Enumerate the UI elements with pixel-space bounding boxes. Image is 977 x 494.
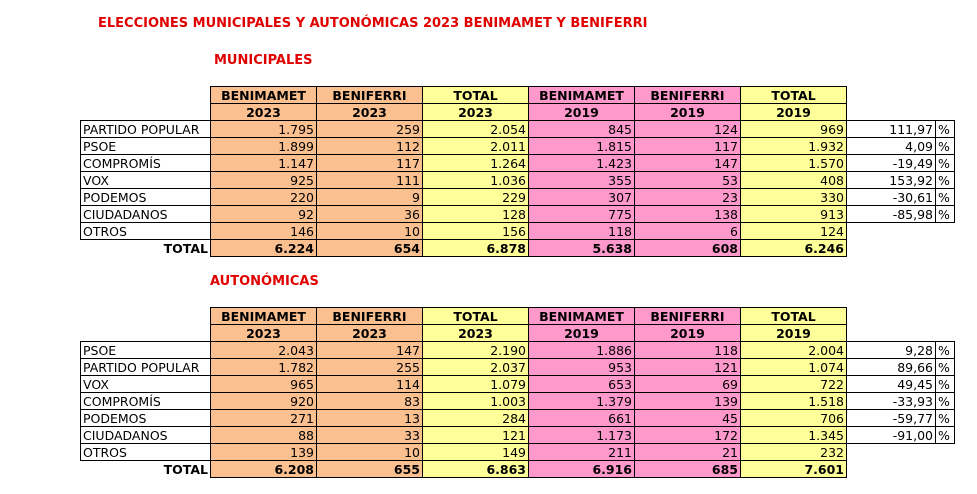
blank-cell: [936, 308, 955, 325]
percent-change: 89,66: [847, 359, 936, 376]
blank-cell: [936, 325, 955, 342]
column-header-year: 2019: [635, 325, 741, 342]
table-row: [81, 342, 955, 359]
vote-count: 147: [317, 342, 423, 359]
column-header-year: 2023: [211, 325, 317, 342]
percent-sign: %: [936, 342, 955, 359]
column-header-year: 2019: [635, 104, 741, 121]
blank-cell: [936, 444, 955, 461]
table-row: [81, 155, 955, 172]
vote-count: 2.037: [423, 359, 529, 376]
vote-count: 117: [317, 155, 423, 172]
vote-count: 121: [635, 359, 741, 376]
total-value: 5.638: [529, 240, 635, 257]
column-header-name: TOTAL: [423, 308, 529, 325]
vote-count: 706: [741, 410, 847, 427]
percent-sign: %: [936, 138, 955, 155]
vote-count: 1.423: [529, 155, 635, 172]
vote-count: 1.815: [529, 138, 635, 155]
blank-cell: [81, 308, 211, 325]
column-header-year: 2019: [741, 104, 847, 121]
percent-change: -85,98: [847, 206, 936, 223]
blank-cell: [81, 104, 211, 121]
vote-count: 147: [635, 155, 741, 172]
vote-count: 23: [635, 189, 741, 206]
vote-count: 146: [211, 223, 317, 240]
column-header-name: BENIFERRI: [635, 308, 741, 325]
vote-count: 965: [211, 376, 317, 393]
party-name: CIUDADANOS: [81, 206, 211, 223]
party-name: PODEMOS: [81, 410, 211, 427]
percent-change: -91,00: [847, 427, 936, 444]
header-row-years: [81, 325, 955, 342]
vote-count: 255: [317, 359, 423, 376]
vote-count: 1.074: [741, 359, 847, 376]
column-header-year: 2019: [741, 325, 847, 342]
party-name: OTROS: [81, 223, 211, 240]
vote-count: 1.036: [423, 172, 529, 189]
vote-count: 149: [423, 444, 529, 461]
vote-count: 220: [211, 189, 317, 206]
vote-count: 1.345: [741, 427, 847, 444]
vote-count: 259: [317, 121, 423, 138]
vote-count: 211: [529, 444, 635, 461]
vote-count: 128: [423, 206, 529, 223]
percent-change: 49,45: [847, 376, 936, 393]
column-header-name: BENIMAMET: [529, 87, 635, 104]
total-value: 7.601: [741, 461, 847, 478]
vote-count: 36: [317, 206, 423, 223]
blank-cell: [847, 325, 936, 342]
percent-change: 153,92: [847, 172, 936, 189]
vote-count: 9: [317, 189, 423, 206]
party-name: VOX: [81, 172, 211, 189]
vote-count: 88: [211, 427, 317, 444]
vote-count: 10: [317, 223, 423, 240]
total-value: 654: [317, 240, 423, 257]
party-name: CIUDADANOS: [81, 427, 211, 444]
blank-cell: [847, 240, 936, 257]
blank-cell: [847, 223, 936, 240]
percent-change: -19,49: [847, 155, 936, 172]
total-value: 6.208: [211, 461, 317, 478]
blank-cell: [847, 87, 936, 104]
vote-count: 229: [423, 189, 529, 206]
vote-count: 953: [529, 359, 635, 376]
vote-count: 111: [317, 172, 423, 189]
vote-count: 1.886: [529, 342, 635, 359]
total-value: 6.863: [423, 461, 529, 478]
vote-count: 118: [529, 223, 635, 240]
party-name: OTROS: [81, 444, 211, 461]
vote-count: 1.147: [211, 155, 317, 172]
percent-change: -33,93: [847, 393, 936, 410]
percent-sign: %: [936, 121, 955, 138]
vote-count: 2.011: [423, 138, 529, 155]
vote-count: 232: [741, 444, 847, 461]
vote-count: 775: [529, 206, 635, 223]
vote-count: 114: [317, 376, 423, 393]
percent-sign: %: [936, 359, 955, 376]
percent-sign: %: [936, 172, 955, 189]
blank-cell: [936, 87, 955, 104]
party-name: PARTIDO POPULAR: [81, 359, 211, 376]
vote-count: 2.054: [423, 121, 529, 138]
vote-count: 2.004: [741, 342, 847, 359]
party-name: PODEMOS: [81, 189, 211, 206]
table-row: [81, 427, 955, 444]
vote-count: 172: [635, 427, 741, 444]
header-row-names: [81, 308, 955, 325]
vote-count: 1.899: [211, 138, 317, 155]
vote-count: 1.003: [423, 393, 529, 410]
column-header-year: 2023: [211, 104, 317, 121]
table-row: [81, 121, 955, 138]
vote-count: 112: [317, 138, 423, 155]
vote-count: 21: [635, 444, 741, 461]
percent-sign: %: [936, 376, 955, 393]
vote-count: 124: [635, 121, 741, 138]
blank-cell: [847, 308, 936, 325]
page-title: ELECCIONES MUNICIPALES Y AUTONÓMICAS 2023 BENIMAMET Y BENIFERRI: [98, 16, 648, 31]
vote-count: 156: [423, 223, 529, 240]
vote-count: 139: [211, 444, 317, 461]
vote-count: 284: [423, 410, 529, 427]
total-row: [81, 240, 955, 257]
table-row: [81, 393, 955, 410]
vote-count: 271: [211, 410, 317, 427]
vote-count: 83: [317, 393, 423, 410]
party-name: COMPROMÍS: [81, 155, 211, 172]
vote-count: 33: [317, 427, 423, 444]
header-row-names: [81, 87, 955, 104]
party-name: VOX: [81, 376, 211, 393]
vote-count: 1.518: [741, 393, 847, 410]
section-heading-autonomicas: AUTONÓMICAS: [210, 274, 319, 289]
percent-sign: %: [936, 410, 955, 427]
column-header-year: 2023: [317, 104, 423, 121]
section-heading-municipales: MUNICIPALES: [214, 53, 313, 68]
vote-count: 53: [635, 172, 741, 189]
vote-count: 653: [529, 376, 635, 393]
column-header-year: 2023: [423, 325, 529, 342]
vote-count: 124: [741, 223, 847, 240]
vote-count: 118: [635, 342, 741, 359]
autonomicas-results-table: [80, 307, 955, 478]
vote-count: 661: [529, 410, 635, 427]
percent-sign: %: [936, 427, 955, 444]
vote-count: 355: [529, 172, 635, 189]
column-header-name: BENIMAMET: [529, 308, 635, 325]
table-row: [81, 410, 955, 427]
percent-change: 9,28: [847, 342, 936, 359]
table-row: [81, 172, 955, 189]
blank-cell: [847, 461, 936, 478]
party-name: PSOE: [81, 138, 211, 155]
column-header-name: TOTAL: [741, 308, 847, 325]
vote-count: 92: [211, 206, 317, 223]
column-header-name: BENIMAMET: [211, 87, 317, 104]
vote-count: 1.173: [529, 427, 635, 444]
percent-change: 111,97: [847, 121, 936, 138]
party-name: PSOE: [81, 342, 211, 359]
percent-change: -30,61: [847, 189, 936, 206]
vote-count: 330: [741, 189, 847, 206]
total-value: 6.224: [211, 240, 317, 257]
column-header-year: 2023: [317, 325, 423, 342]
column-header-year: 2019: [529, 325, 635, 342]
total-value: 6.916: [529, 461, 635, 478]
vote-count: 2.190: [423, 342, 529, 359]
vote-count: 13: [317, 410, 423, 427]
vote-count: 138: [635, 206, 741, 223]
party-name: PARTIDO POPULAR: [81, 121, 211, 138]
column-header-year: 2023: [423, 104, 529, 121]
vote-count: 1.379: [529, 393, 635, 410]
vote-count: 722: [741, 376, 847, 393]
column-header-name: BENIFERRI: [317, 308, 423, 325]
vote-count: 925: [211, 172, 317, 189]
vote-count: 121: [423, 427, 529, 444]
blank-cell: [81, 325, 211, 342]
column-header-year: 2019: [529, 104, 635, 121]
blank-cell: [936, 461, 955, 478]
percent-sign: %: [936, 155, 955, 172]
column-header-name: BENIMAMET: [211, 308, 317, 325]
column-header-name: TOTAL: [741, 87, 847, 104]
vote-count: 139: [635, 393, 741, 410]
blank-cell: [847, 444, 936, 461]
total-value: 6.246: [741, 240, 847, 257]
column-header-name: BENIFERRI: [635, 87, 741, 104]
vote-count: 45: [635, 410, 741, 427]
total-row: [81, 461, 955, 478]
total-value: 608: [635, 240, 741, 257]
vote-count: 1.079: [423, 376, 529, 393]
header-row-years: [81, 104, 955, 121]
percent-change: -59,77: [847, 410, 936, 427]
percent-sign: %: [936, 206, 955, 223]
vote-count: 845: [529, 121, 635, 138]
vote-count: 10: [317, 444, 423, 461]
vote-count: 1.570: [741, 155, 847, 172]
vote-count: 1.795: [211, 121, 317, 138]
vote-count: 117: [635, 138, 741, 155]
table-row: [81, 206, 955, 223]
table-row: [81, 359, 955, 376]
column-header-name: BENIFERRI: [317, 87, 423, 104]
vote-count: 307: [529, 189, 635, 206]
blank-cell: [847, 104, 936, 121]
vote-count: 2.043: [211, 342, 317, 359]
column-header-name: TOTAL: [423, 87, 529, 104]
total-value: 6.878: [423, 240, 529, 257]
table-row: [81, 189, 955, 206]
blank-cell: [81, 87, 211, 104]
municipales-results-table: [80, 86, 955, 257]
vote-count: 1.932: [741, 138, 847, 155]
blank-cell: [936, 104, 955, 121]
total-label: TOTAL: [163, 461, 208, 477]
vote-count: 1.264: [423, 155, 529, 172]
total-value: 685: [635, 461, 741, 478]
vote-count: 408: [741, 172, 847, 189]
vote-count: 69: [635, 376, 741, 393]
table-row: [81, 138, 955, 155]
blank-cell: [936, 223, 955, 240]
table-row: [81, 223, 955, 240]
vote-count: 920: [211, 393, 317, 410]
blank-cell: [936, 240, 955, 257]
party-name: COMPROMÍS: [81, 393, 211, 410]
vote-count: 969: [741, 121, 847, 138]
percent-change: 4,09: [847, 138, 936, 155]
vote-count: 6: [635, 223, 741, 240]
table-row: [81, 444, 955, 461]
percent-sign: %: [936, 189, 955, 206]
table-row: [81, 376, 955, 393]
vote-count: 1.782: [211, 359, 317, 376]
percent-sign: %: [936, 393, 955, 410]
total-label: TOTAL: [163, 240, 208, 256]
vote-count: 913: [741, 206, 847, 223]
total-value: 655: [317, 461, 423, 478]
